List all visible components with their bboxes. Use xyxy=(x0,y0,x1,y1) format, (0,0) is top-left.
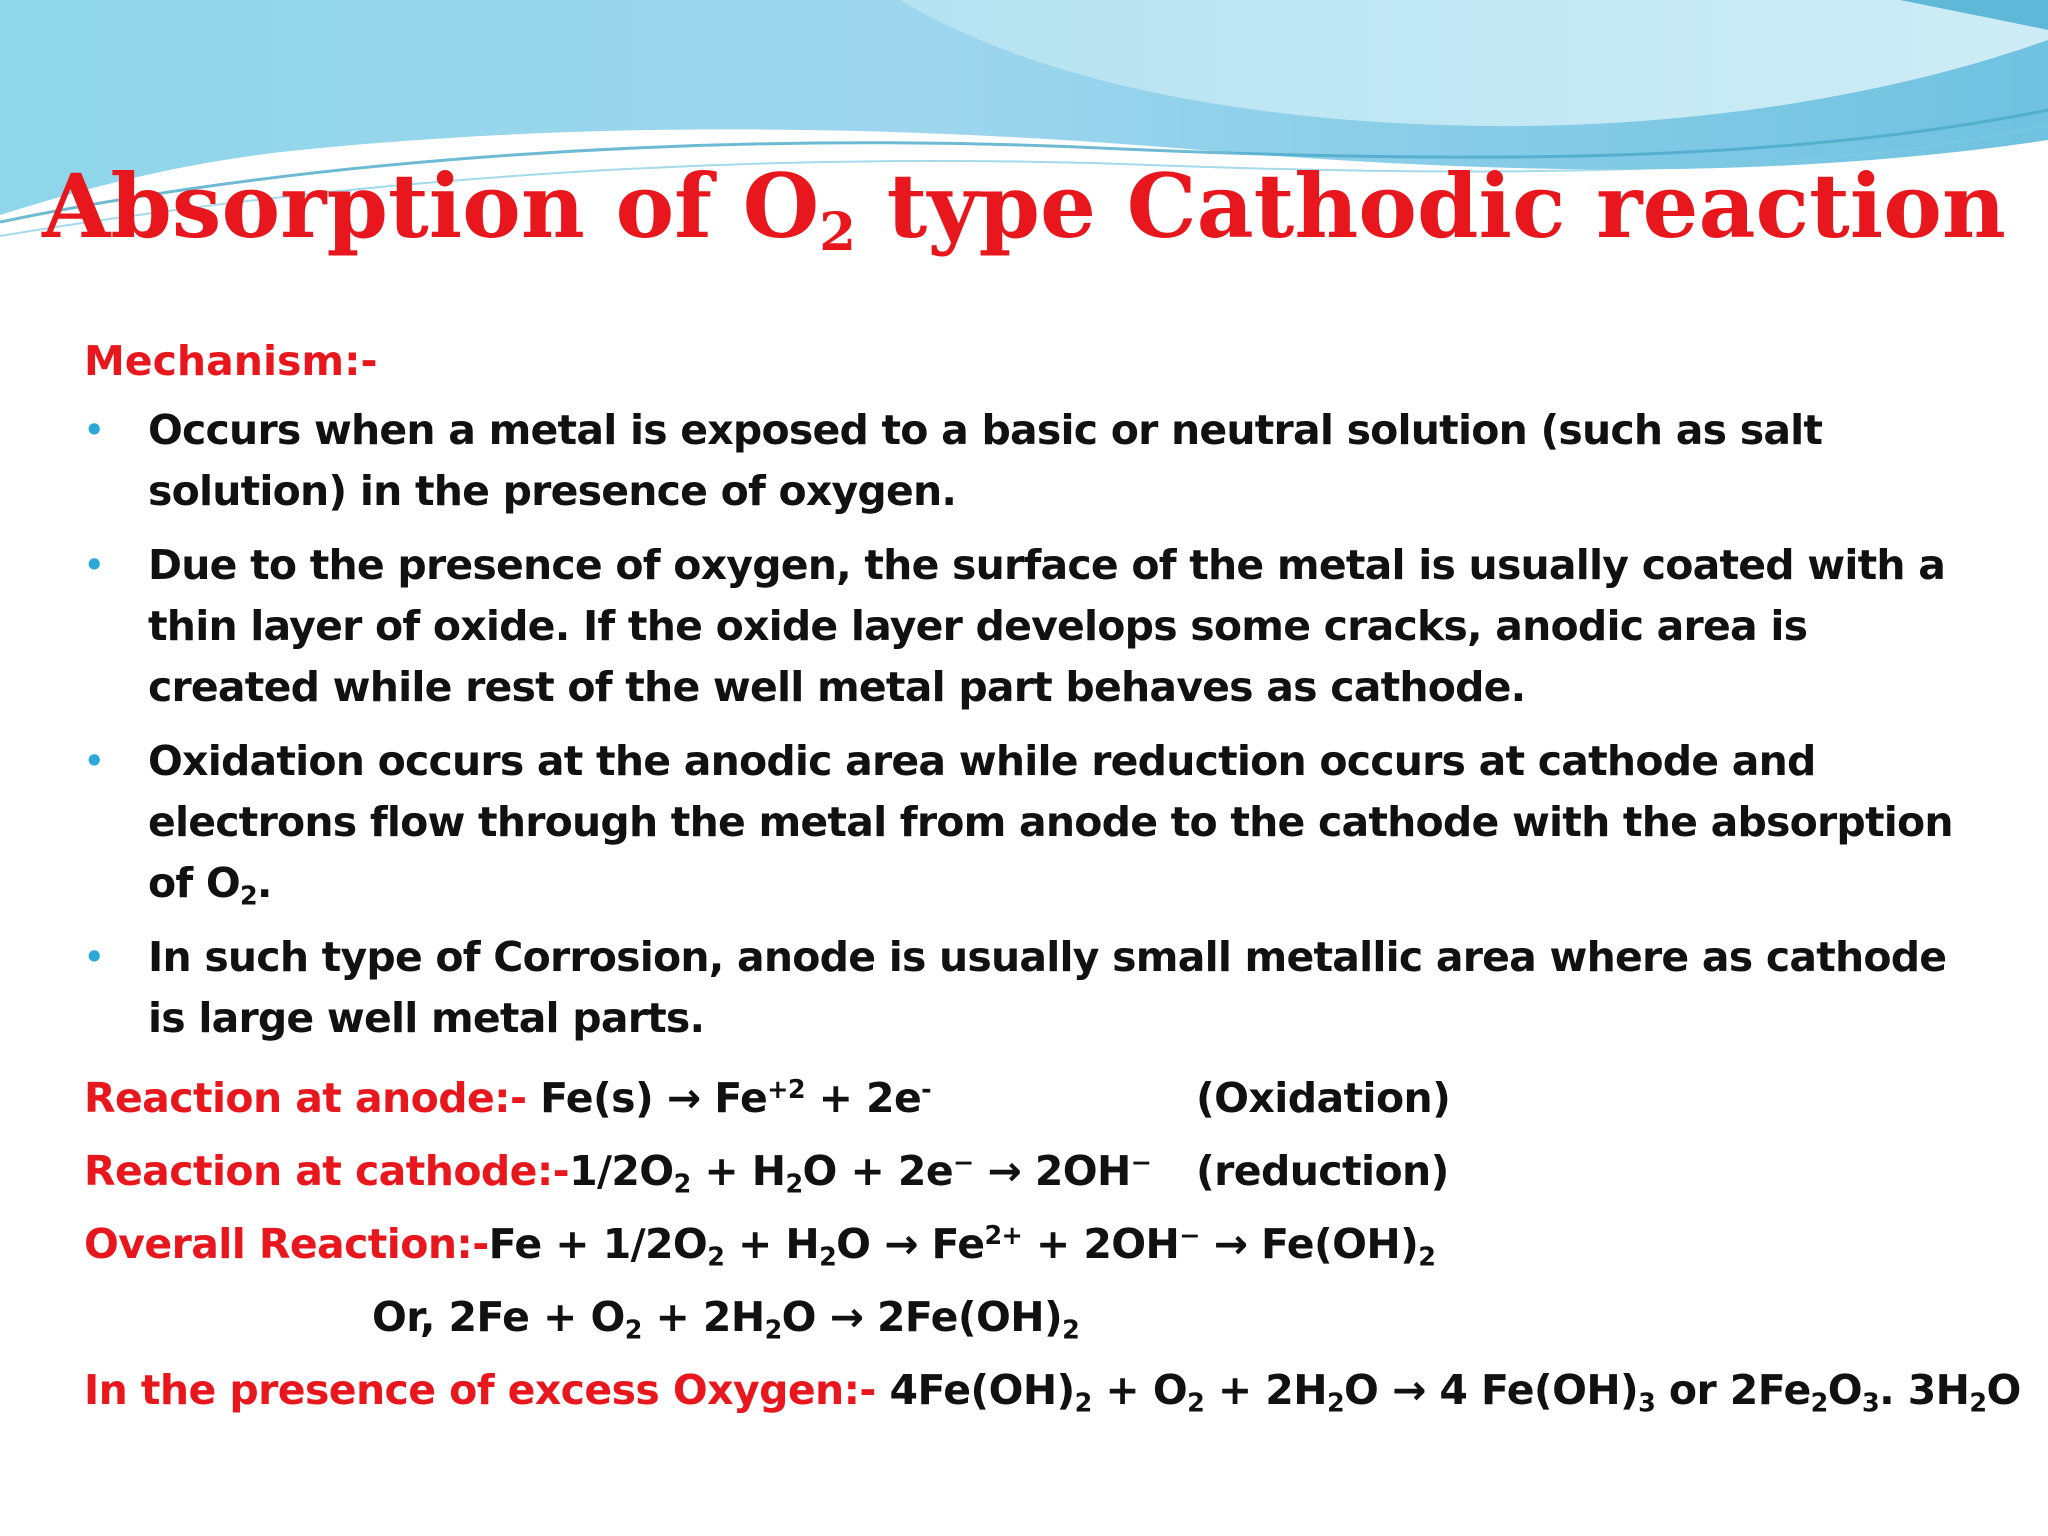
alternate-reaction xyxy=(84,1281,1984,1354)
bullet-item: • In such type of Corrosion, anode is usually small metallic area where as cathode is large well metal parts. xyxy=(84,927,1984,1049)
mechanism-heading: Mechanism:- xyxy=(84,337,378,385)
overall-label: Overall Reaction:- xyxy=(84,1220,489,1268)
bullet-item: • Oxidation occurs at the anodic area while reduction occurs at cathode and electrons flow through the metal from anode to the cathode with the absorption of $O_2$. xyxy=(84,731,1984,914)
anode-equation: $Fe(s) \to Fe^{+2} + 2e^-$ xyxy=(540,1074,932,1122)
bullet-item: • Occurs when a metal is exposed to a basic or neutral solution (such as salt solution) in the presence of oxygen. xyxy=(84,400,1984,522)
excess-oxygen-equation: $4Fe(OH)_2 + O_2 + 2H_2O \to 4$ $Fe(OH)_3$ or $2Fe_2O_3$. $3H_2O$ xyxy=(889,1366,2021,1418)
bullet-dot-icon: • xyxy=(84,411,104,449)
bullet-dot-icon: • xyxy=(84,546,104,584)
cathode-note: (reduction) xyxy=(1196,1147,1449,1195)
cathode-equation: $1/2O_2 + H_2O + 2e^- \to 2OH^-$ xyxy=(569,1147,1152,1199)
cathode-label: Reaction at cathode:- xyxy=(84,1147,570,1195)
excess-oxygen-reaction xyxy=(84,1354,2021,1427)
slide-title: Absorption of $O_2$ type Cathodic reaction xyxy=(42,154,2006,264)
bullet-item: • Due to the presence of oxygen, the surface of the metal is usually coated with a thin layer of oxide. If the oxide layer develops some cracks, anodic area is created while rest of the well metal part behaves as cathode. xyxy=(84,535,1984,718)
bullet-dot-icon: • xyxy=(84,742,104,780)
cathode-reaction xyxy=(84,1135,1984,1208)
bullet-dot-icon: • xyxy=(84,938,104,976)
excess-oxygen-label: In the presence of excess Oxygen:- xyxy=(84,1366,876,1414)
anode-reaction xyxy=(84,1062,1984,1135)
overall-reaction xyxy=(84,1208,1984,1281)
mechanism-bullet-list xyxy=(84,400,1984,1049)
anode-note: (Oxidation) xyxy=(1196,1074,1451,1122)
slide-content xyxy=(84,330,2021,1427)
alternate-equation: Or, $2Fe + O_2 + 2H_2O \to 2Fe(OH)_2$ xyxy=(372,1293,1080,1345)
overall-equation: $Fe + 1/2O_2 + H_2O \to Fe^{2+} + 2OH^- \to Fe(OH)_2$ xyxy=(488,1220,1436,1272)
anode-label: Reaction at anode:- xyxy=(84,1074,527,1122)
